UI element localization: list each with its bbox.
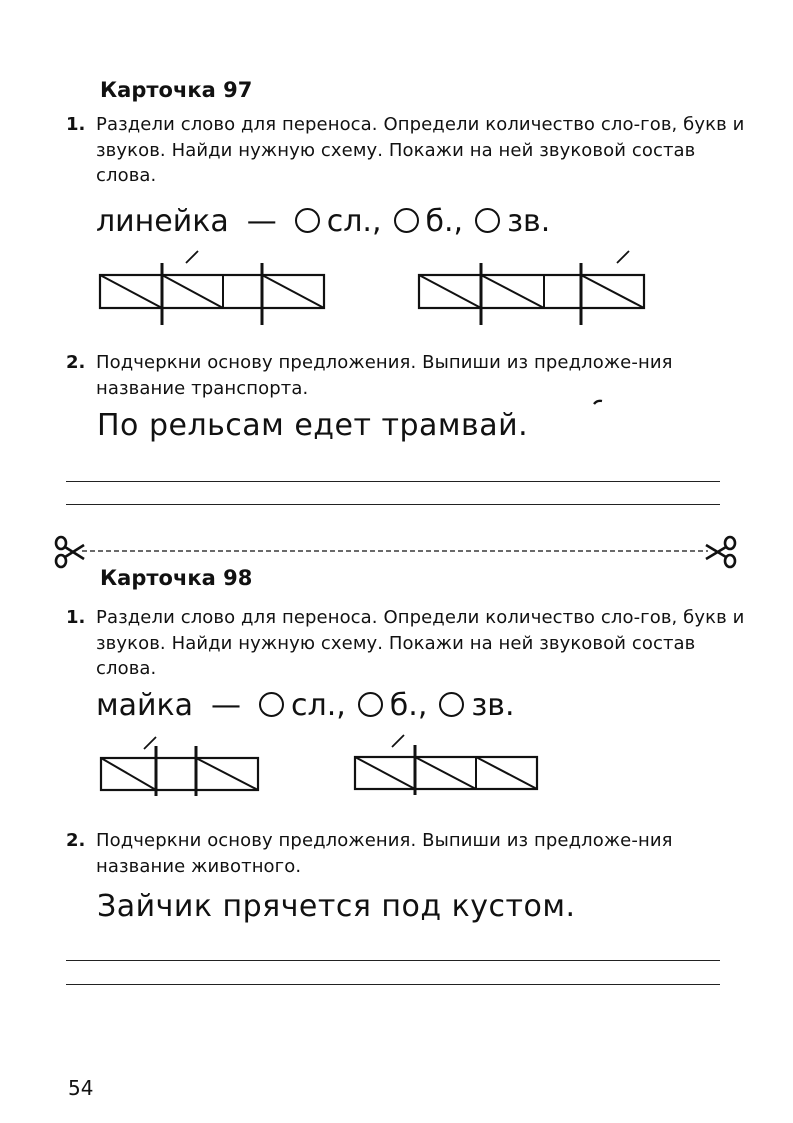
task-number: 1. — [66, 607, 86, 628]
syllables-label: сл., — [291, 688, 346, 723]
sound-scheme-97-a — [100, 251, 324, 325]
stray-mark — [594, 401, 602, 404]
answer-line[interactable] — [66, 984, 720, 985]
sound-scheme-98-a — [101, 737, 258, 796]
card-title: Карточка 98 — [100, 566, 253, 590]
word-analysis-line — [96, 688, 515, 723]
letters-label: б., — [389, 688, 428, 723]
dash: — — [211, 688, 242, 723]
sound-count-circle[interactable] — [475, 208, 500, 233]
task-instruction: Раздели слово для переноса. Определи количество сло-гов, букв и звуков. Найди нужную схему. Покажи на ней звуковой состав слова. — [96, 114, 745, 186]
sentence: По рельсам едет трамвай. — [97, 408, 529, 443]
letter-count-circle[interactable] — [358, 692, 383, 717]
sentence: Зайчик прячется под кустом. — [97, 889, 576, 924]
answer-line[interactable] — [66, 504, 720, 505]
sound-scheme-98-b — [355, 735, 537, 795]
answer-line[interactable] — [66, 960, 720, 961]
syllables-label: сл., — [326, 204, 382, 239]
task-number: 2. — [66, 352, 86, 373]
card-title: Карточка 97 — [100, 78, 253, 102]
task-instruction: Раздели слово для переноса. Определи количество сло-гов, букв и звуков. Найди нужную схему. Покажи на ней звуковой состав слова. — [96, 607, 745, 679]
task-number: 2. — [66, 830, 86, 851]
page-number: 54 — [68, 1076, 94, 1100]
sounds-label: зв. — [471, 688, 515, 723]
scissors-icon — [706, 537, 735, 567]
task-instruction: Подчеркни основу предложения. Выпиши из предложе-ния название животного. — [96, 830, 673, 877]
answer-line[interactable] — [66, 481, 720, 482]
task-number: 1. — [66, 114, 86, 135]
task-instruction: Подчеркни основу предложения. Выпиши из предложе-ния название транспорта. — [96, 352, 673, 399]
letters-label: б., — [425, 204, 464, 239]
sound-count-circle[interactable] — [439, 692, 464, 717]
word-analysis-line — [96, 204, 550, 239]
dash: — — [246, 204, 277, 239]
sound-scheme-97-b — [419, 251, 644, 325]
syllable-count-circle[interactable] — [259, 692, 284, 717]
scissors-icon — [56, 537, 84, 567]
sounds-label: зв. — [507, 204, 551, 239]
analysis-word: линейка — [96, 204, 229, 239]
letter-count-circle[interactable] — [394, 208, 419, 233]
analysis-word: майка — [96, 688, 194, 723]
syllable-count-circle[interactable] — [295, 208, 320, 233]
